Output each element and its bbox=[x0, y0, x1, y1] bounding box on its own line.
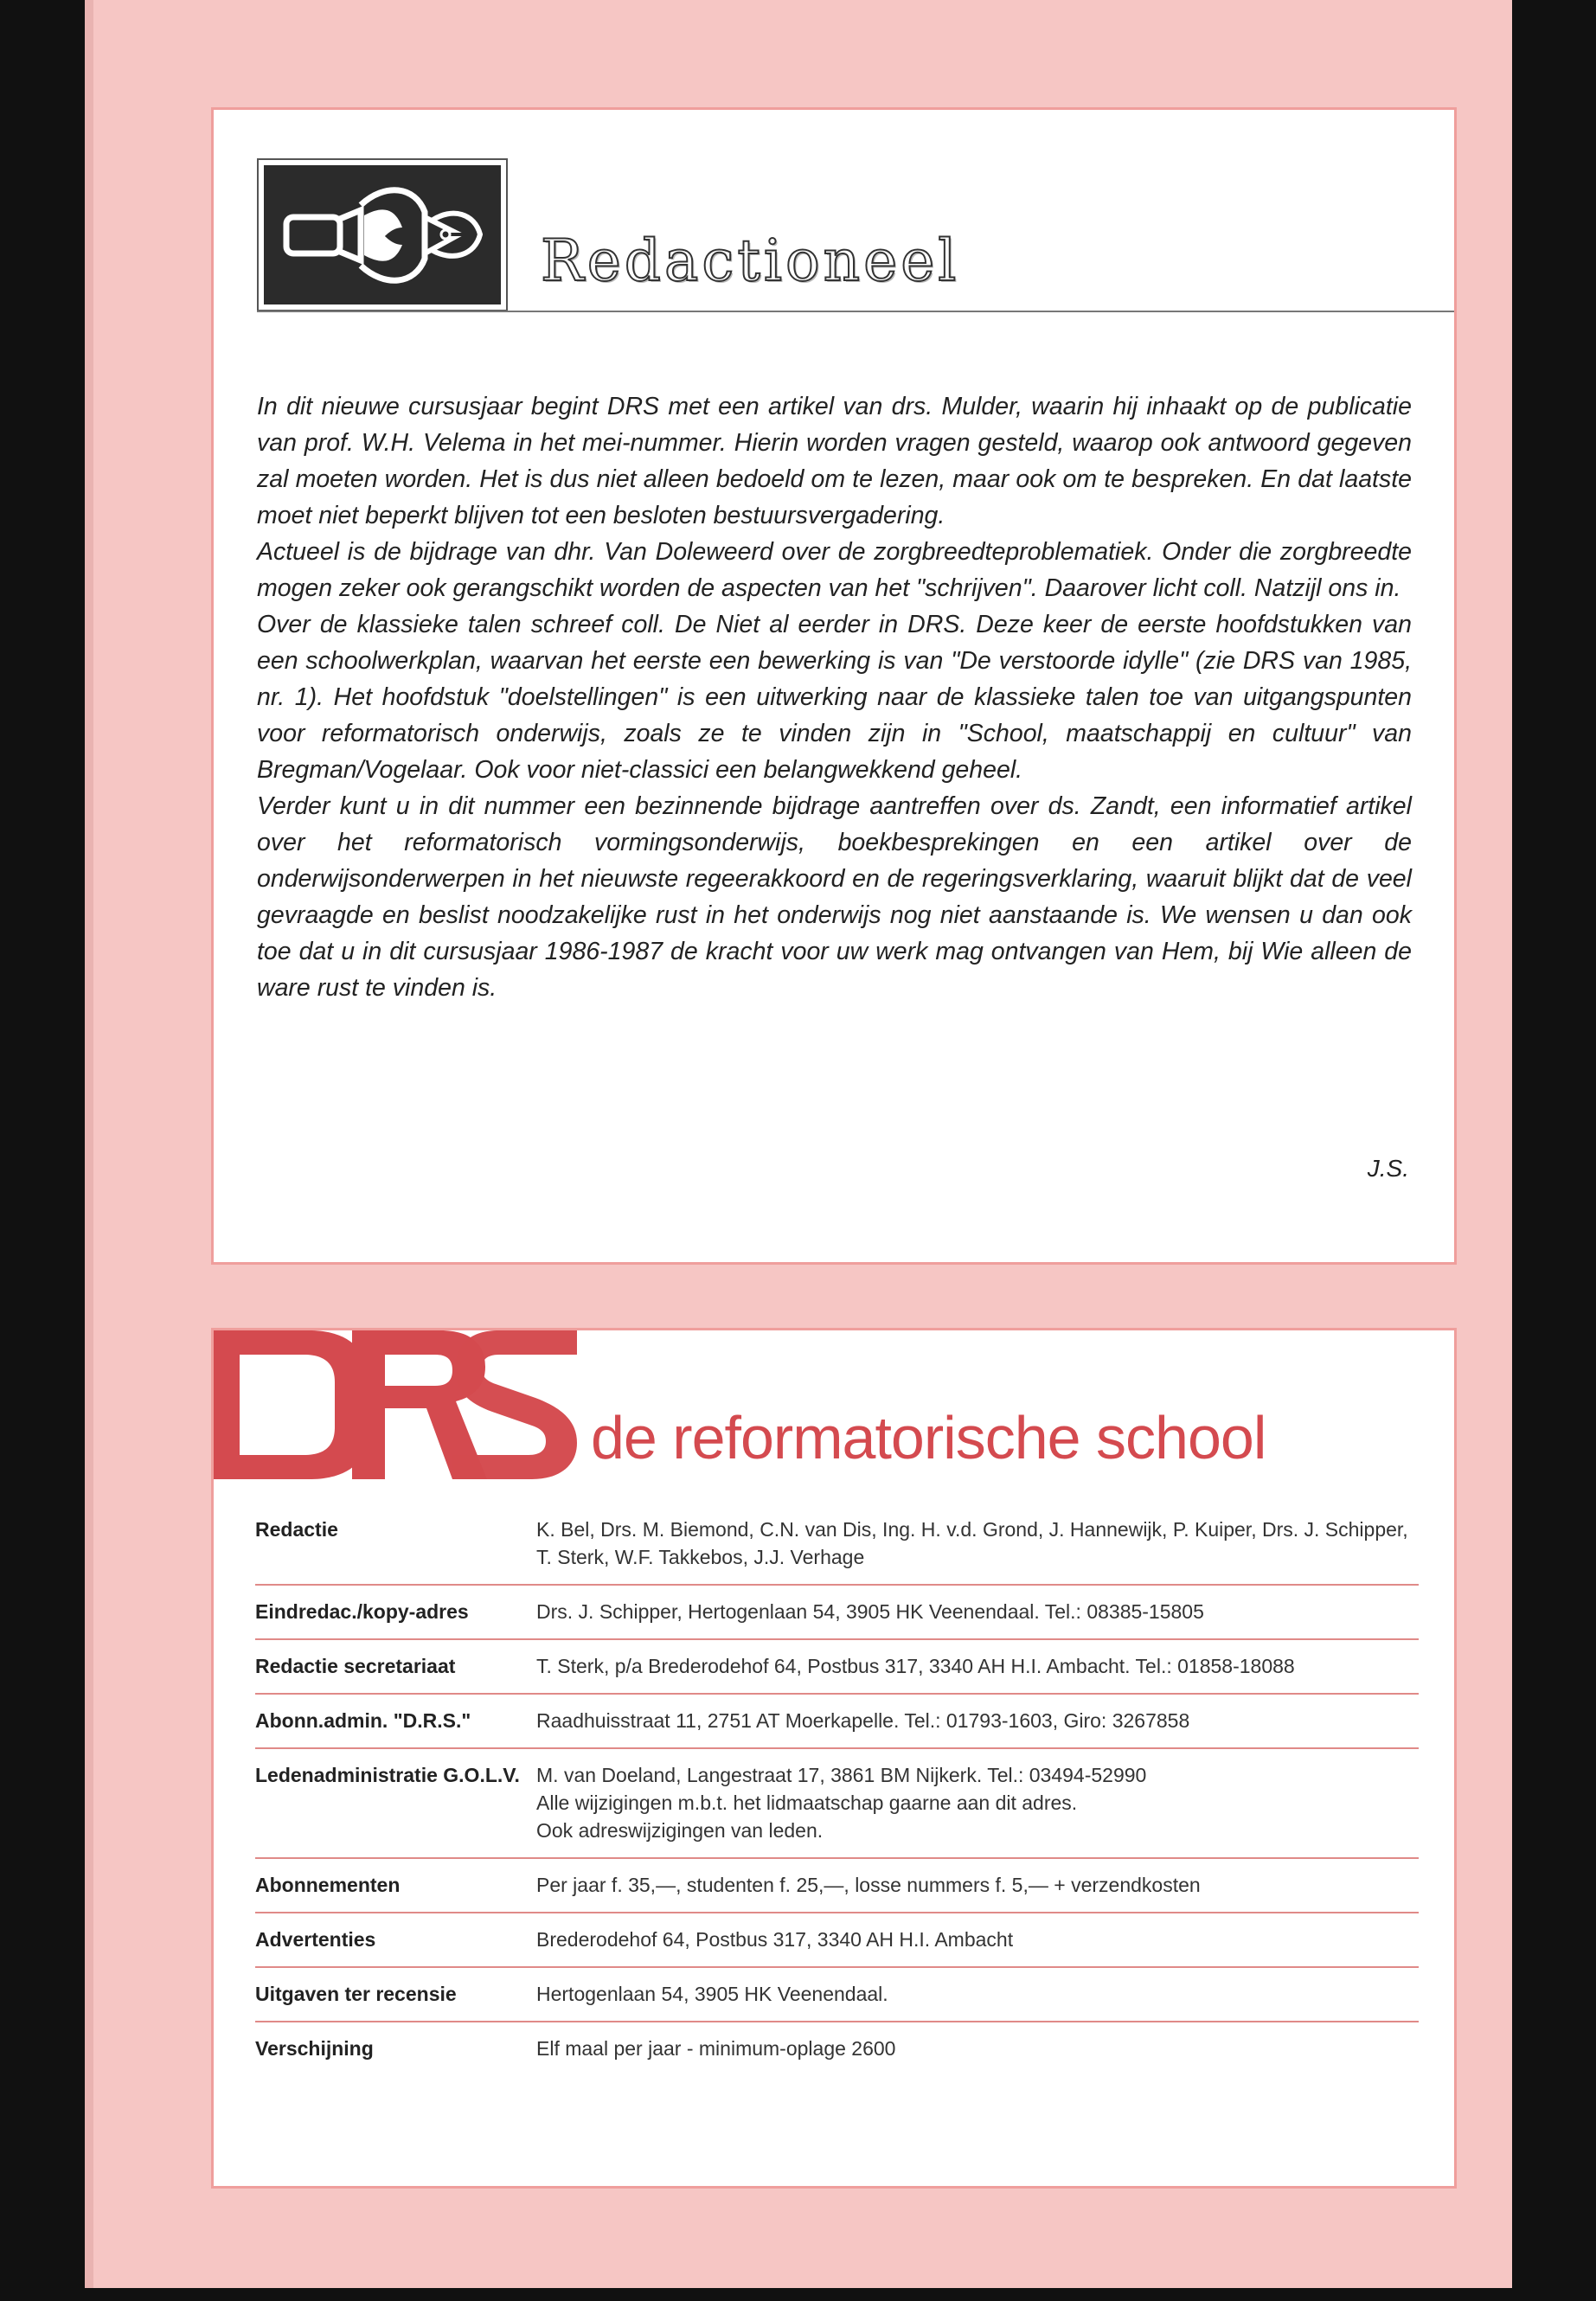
row-value-line: M. van Doeland, Langestraat 17, 3861 BM Nijkerk. Tel.: 03494-52990 bbox=[536, 1764, 1147, 1786]
row-value bbox=[536, 1748, 1419, 1858]
table-row bbox=[255, 1516, 1419, 1585]
row-value: Hertogenlaan 54, 3905 HK Veenendaal. bbox=[536, 1967, 1419, 2022]
table-row bbox=[255, 1694, 1419, 1748]
page bbox=[85, 0, 1512, 2288]
masthead-panel bbox=[211, 1328, 1457, 2189]
masthead-table bbox=[255, 1516, 1419, 2075]
row-value: T. Sterk, p/a Brederodehof 64, Postbus 317, 3340 AH H.I. Ambacht. Tel.: 01858-18088 bbox=[536, 1639, 1419, 1694]
row-label: Uitgaven ter recensie bbox=[255, 1967, 536, 2022]
editorial-paragraph: Verder kunt u in dit nummer een bezinnende bijdrage aantreffen over ds. Zandt, een informatief artikel over het reformatorisch vormingsonderwijs, boekbesprekingen en een artikel over de onderwijsonderwerpen in het nieuwste regeerakkoord en de regeringsverklaring, waaruit blijkt dat de veel gevraagde en beslist noodzakelijke rust in het onderwijs nog niet aanstaande is. We wensen u dan ook toe dat u in dit cursusjaar 1986-1987 de kracht voor uw werk mag ontvangen van Hem, bij Wie alleen de ware rust te vinden is. bbox=[257, 792, 1412, 1002]
row-label: Verschijning bbox=[255, 2037, 374, 2060]
table-row bbox=[255, 1913, 1419, 1967]
row-label: Advertenties bbox=[255, 1913, 536, 1967]
table-row bbox=[255, 1858, 1419, 1913]
row-label: Redactie bbox=[255, 1516, 536, 1585]
heading-divider bbox=[508, 311, 1454, 312]
row-value: Per jaar f. 35,—, studenten f. 25,—, losse nummers f. 5,— + verzendkosten bbox=[536, 1858, 1419, 1913]
row-value: K. Bel, Drs. M. Biemond, C.N. van Dis, Ing. H. v.d. Grond, J. Hannewijk, P. Kuiper, Drs. J. Schipper, T. Sterk, W.F. Takkebos, J.J. Verhage bbox=[536, 1516, 1419, 1585]
table-row bbox=[255, 1748, 1419, 1858]
fountain-pen-icon bbox=[264, 165, 501, 304]
row-label: Abonn.admin. "D.R.S." bbox=[255, 1694, 536, 1748]
drs-logo bbox=[214, 1330, 577, 1482]
table-row bbox=[255, 1585, 1419, 1639]
editorial-title: Redactioneel bbox=[541, 228, 960, 294]
editorial-logo bbox=[257, 158, 508, 311]
editorial-paragraph: In dit nieuwe cursusjaar begint DRS met een artikel van drs. Mulder, waarin hij inhaakt op de publicatie van prof. W.H. Velema in het mei-nummer. Hierin worden vragen gesteld, waarop ook antwoord gegeven zal moeten worden. Het is dus niet alleen bedoeld om te lezen, maar ook om te bespreken. En dat laatste moet niet beperkt blijven tot een besloten bestuursvergadering. bbox=[257, 393, 1412, 529]
editorial-signature: J.S. bbox=[1367, 1155, 1409, 1182]
row-value-line: Alle wijzigingen m.b.t. het lidmaatschap gaarne aan dit adres. bbox=[536, 1791, 1078, 1814]
row-value: Elf maal per jaar - minimum-oplage 2600 bbox=[536, 2037, 896, 2060]
editorial-panel bbox=[211, 107, 1457, 1265]
row-value: Drs. J. Schipper, Hertogenlaan 54, 3905 HK Veenendaal. Tel.: 08385-15805 bbox=[536, 1585, 1419, 1639]
row-label: Ledenadministratie G.O.L.V. bbox=[255, 1748, 536, 1858]
heading-divider-left bbox=[257, 311, 508, 312]
editorial-body bbox=[257, 388, 1412, 1006]
row-label: Redactie secretariaat bbox=[255, 1639, 536, 1694]
table-row bbox=[255, 1639, 1419, 1694]
row-value: Brederodehof 64, Postbus 317, 3340 AH H.I. Ambacht bbox=[536, 1913, 1419, 1967]
editorial-paragraph: Actueel is de bijdrage van dhr. Van Doleweerd over de zorgbreedteproblematiek. Onder die zorgbreedte mogen zeker ook gerangschikt worden de aspecten van het "schrijven". Daarover licht coll. Natzijl ons in. bbox=[257, 538, 1412, 602]
table-row bbox=[255, 2022, 1419, 2075]
row-label: Abonnementen bbox=[255, 1858, 536, 1913]
row-value-line: Ook adreswijzigingen van leden. bbox=[536, 1819, 824, 1842]
editorial-paragraph: Over de klassieke talen schreef coll. De Niet al eerder in DRS. Deze keer de eerste hoofdstukken van een schoolwerkplan, waarvan het eerste een bewerking is van "De verstoorde idylle" (zie DRS van 1985, nr. 1). Het hoofdstuk "doelstellingen" is een uitwerking naar de klassieke talen toe van uitgangspunten voor reformatorisch onderwijs, zoals ze te vinden zijn in "School, maatschappij en cultuur" van Bregman/Vogelaar. Ook voor niet-classici een belangwekkend geheel. bbox=[257, 611, 1412, 784]
row-value: Raadhuisstraat 11, 2751 AT Moerkapelle. Tel.: 01793-1603, Giro: 3267858 bbox=[536, 1694, 1419, 1748]
row-label: Eindredac./kopy-adres bbox=[255, 1585, 536, 1639]
table-row bbox=[255, 1967, 1419, 2022]
masthead-tagline: de reformatorische school bbox=[591, 1404, 1266, 1471]
